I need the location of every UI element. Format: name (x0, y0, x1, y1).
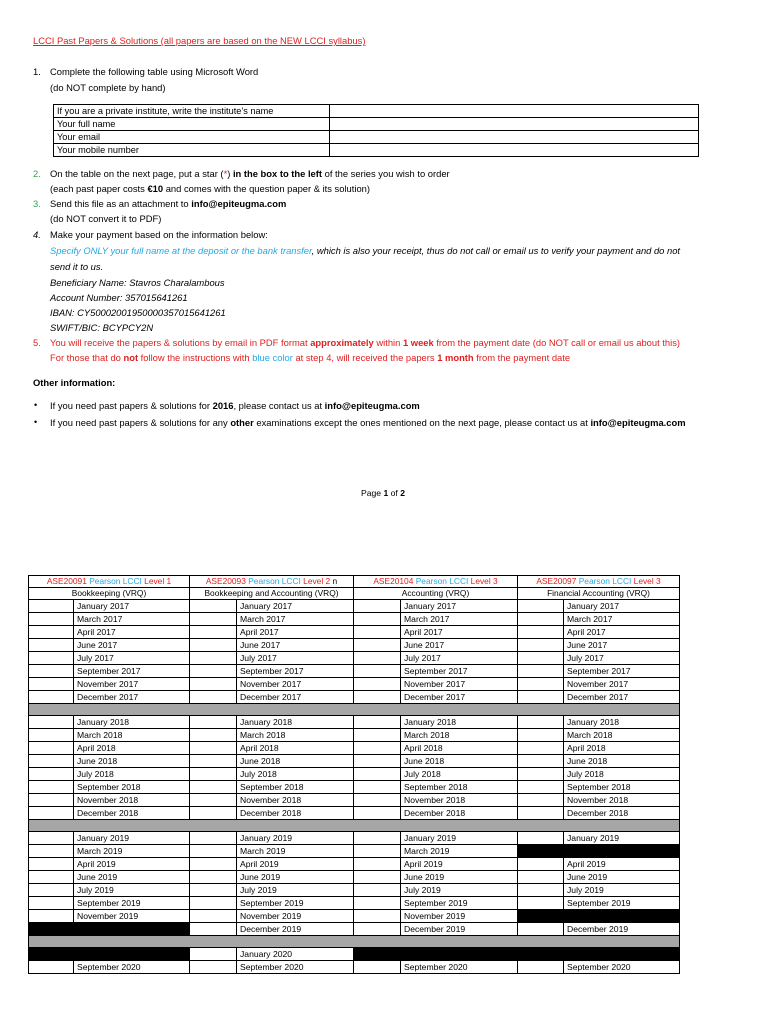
star-select-box[interactable] (29, 845, 74, 858)
table-row (29, 626, 680, 639)
table-row (29, 639, 680, 652)
series-name: July 2019 (74, 884, 190, 897)
star-select-box[interactable] (518, 691, 564, 704)
star-select-box[interactable] (190, 807, 237, 820)
series-name: December 2018 (401, 807, 518, 820)
step-5-text: You will receive the papers & solutions by email in PDF format approximately within 1 week from the payment date (do NOT call or email us about this) (50, 337, 681, 348)
account-number: Account Number: 357015641261 (50, 292, 188, 303)
star-select-box[interactable] (518, 613, 564, 626)
star-select-box[interactable] (29, 742, 74, 755)
star-select-box[interactable] (190, 768, 237, 781)
table-header-row (29, 588, 680, 600)
star-select-box[interactable] (29, 652, 74, 665)
series-name: April 2019 (237, 858, 354, 871)
star-select-box[interactable] (518, 600, 564, 613)
series-name: March 2017 (564, 613, 680, 626)
series-name: January 2019 (237, 832, 354, 845)
series-name: March 2019 (74, 845, 190, 858)
series-name: September 2018 (237, 781, 354, 794)
unavailable-cell (354, 948, 680, 961)
table-row (29, 652, 680, 665)
form-row-email (54, 131, 699, 144)
series-name: September 2017 (564, 665, 680, 678)
series-name: March 2019 (237, 845, 354, 858)
star-select-box[interactable] (190, 639, 237, 652)
series-name: January 2017 (74, 600, 190, 613)
series-name: December 2017 (74, 691, 190, 704)
series-name: September 2020 (237, 961, 354, 974)
series-name: September 2020 (564, 961, 680, 974)
series-name: June 2017 (237, 639, 354, 652)
institute-name-field[interactable] (330, 105, 699, 118)
star-select-box[interactable] (29, 858, 74, 871)
series-name: July 2017 (564, 652, 680, 665)
series-name: November 2017 (401, 678, 518, 691)
exam-code-header: ASE20097 Pearson LCCI Level 3 (518, 576, 680, 588)
table-header-row (29, 576, 680, 588)
series-name: January 2019 (564, 832, 680, 845)
series-name: December 2018 (74, 807, 190, 820)
table-row (29, 768, 680, 781)
star-select-box[interactable] (190, 845, 237, 858)
star-select-box[interactable] (518, 871, 564, 884)
star-select-box[interactable] (354, 781, 401, 794)
table-row (29, 794, 680, 807)
series-name: June 2019 (401, 871, 518, 884)
series-name: July 2018 (564, 768, 680, 781)
star-select-box[interactable] (354, 729, 401, 742)
star-select-box[interactable] (190, 871, 237, 884)
star-select-box[interactable] (518, 678, 564, 691)
bullet-icon: • (34, 400, 38, 410)
step-2-note: (each past paper costs €10 and comes with the question paper & its solution) (50, 183, 370, 194)
series-name: September 2017 (401, 665, 518, 678)
series-name: June 2018 (401, 755, 518, 768)
year-separator-row (29, 704, 680, 716)
series-name: September 2019 (401, 897, 518, 910)
series-name: September 2019 (564, 897, 680, 910)
star-select-box[interactable] (190, 626, 237, 639)
series-name: September 2018 (74, 781, 190, 794)
star-select-box[interactable] (190, 884, 237, 897)
beneficiary-name: Beneficiary Name: Stavros Charalambous (50, 277, 225, 288)
series-name: December 2018 (564, 807, 680, 820)
star-select-box[interactable] (190, 716, 237, 729)
table-row (29, 742, 680, 755)
star-select-box[interactable] (354, 665, 401, 678)
series-name: April 2019 (74, 858, 190, 871)
series-name: January 2019 (74, 832, 190, 845)
exam-title-header: Accounting (VRQ) (354, 588, 518, 600)
star-select-box[interactable] (518, 897, 564, 910)
series-name: December 2019 (564, 923, 680, 936)
series-name: June 2018 (74, 755, 190, 768)
form-label: Your email (54, 131, 330, 144)
series-name: November 2019 (74, 910, 190, 923)
series-name: December 2017 (401, 691, 518, 704)
star-select-box[interactable] (354, 832, 401, 845)
swift-bic: SWIFT/BIC: BCYPCY2N (50, 322, 154, 333)
series-name: July 2019 (401, 884, 518, 897)
contact-email-link[interactable]: info@epiteugma.com (324, 400, 420, 411)
series-name: April 2018 (237, 742, 354, 755)
series-name: January 2018 (401, 716, 518, 729)
star-select-box[interactable] (354, 768, 401, 781)
exam-code-header: ASE20104 Pearson LCCI Level 3 (354, 576, 518, 588)
star-select-box[interactable] (518, 742, 564, 755)
series-name: January 2018 (237, 716, 354, 729)
star-select-box[interactable] (190, 755, 237, 768)
step-5-note: For those that do not follow the instructions with blue color at step 4, will received the papers 1 month from the payment date (50, 352, 571, 363)
table-row (29, 897, 680, 910)
table-row (29, 858, 680, 871)
star-select-box[interactable] (354, 652, 401, 665)
series-name: July 2017 (237, 652, 354, 665)
star-select-box[interactable] (190, 600, 237, 613)
star-select-box[interactable] (518, 807, 564, 820)
series-name: April 2017 (564, 626, 680, 639)
star-select-box[interactable] (354, 639, 401, 652)
series-name: September 2020 (74, 961, 190, 974)
star-select-box[interactable] (518, 961, 564, 974)
star-select-box[interactable] (190, 729, 237, 742)
year-separator-row (29, 820, 680, 832)
step-4-instruction: Specify ONLY your full name at the deposit or the bank transfer, which is also your receipt, thus do not call or email us to verify your payment and do not (50, 245, 681, 256)
star-select-box[interactable] (354, 897, 401, 910)
series-name: April 2018 (74, 742, 190, 755)
series-name: December 2017 (237, 691, 354, 704)
table-row (29, 755, 680, 768)
unavailable-cell (518, 845, 680, 858)
star-select-box[interactable] (190, 781, 237, 794)
star-select-box[interactable] (29, 639, 74, 652)
star-select-box[interactable] (354, 794, 401, 807)
series-name: June 2019 (74, 871, 190, 884)
form-label: Your mobile number (54, 144, 330, 157)
series-name: June 2017 (564, 639, 680, 652)
step-2-number: 2. (33, 168, 41, 179)
series-name: November 2017 (74, 678, 190, 691)
series-name: September 2019 (237, 897, 354, 910)
year-separator-row (29, 936, 680, 948)
star-select-box[interactable] (190, 678, 237, 691)
series-name: December 2019 (401, 923, 518, 936)
series-name: November 2017 (237, 678, 354, 691)
series-name: November 2018 (401, 794, 518, 807)
series-name: April 2019 (401, 858, 518, 871)
star-select-box[interactable] (29, 871, 74, 884)
step-4-number: 4. (33, 229, 41, 240)
series-name: June 2019 (564, 871, 680, 884)
customer-info-table (53, 104, 699, 157)
star-select-box[interactable] (29, 755, 74, 768)
star-select-box[interactable] (518, 639, 564, 652)
star-select-box[interactable] (518, 858, 564, 871)
star-select-box[interactable] (354, 626, 401, 639)
series-name: March 2018 (401, 729, 518, 742)
series-name: November 2019 (237, 910, 354, 923)
table-row (29, 678, 680, 691)
series-name: September 2017 (74, 665, 190, 678)
table-row (29, 716, 680, 729)
series-name: January 2018 (74, 716, 190, 729)
star-select-box[interactable] (190, 691, 237, 704)
other-info-other-exams: If you need past papers & solutions for any other examinations except the ones mentioned on the next page, please contact us at info@epiteugma.com (50, 417, 686, 428)
unavailable-cell (29, 948, 190, 961)
exam-code-header: ASE20091 Pearson LCCI Level 1 (29, 576, 190, 588)
series-name: June 2017 (74, 639, 190, 652)
iban: IBAN: CY50002001950000357015641261 (50, 307, 226, 318)
star-select-box[interactable] (518, 794, 564, 807)
full-name-field[interactable] (330, 118, 699, 131)
series-name: April 2017 (401, 626, 518, 639)
star-select-box[interactable] (29, 832, 74, 845)
series-name: March 2018 (74, 729, 190, 742)
series-name: January 2019 (401, 832, 518, 845)
star-select-box[interactable] (354, 678, 401, 691)
exam-code-header: ASE20093 Pearson LCCI Level 2 n (190, 576, 354, 588)
series-name: September 2017 (237, 665, 354, 678)
star-select-box[interactable] (29, 807, 74, 820)
other-info-2016: If you need past papers & solutions for 2016, please contact us at info@epiteugma.com (50, 400, 420, 411)
exam-title-header: Bookkeeping and Accounting (VRQ) (190, 588, 354, 600)
star-select-box[interactable] (354, 807, 401, 820)
star-select-box[interactable] (190, 665, 237, 678)
star-select-box[interactable] (518, 729, 564, 742)
star-select-box[interactable] (29, 910, 74, 923)
star-select-box[interactable] (518, 832, 564, 845)
star-select-box[interactable] (354, 910, 401, 923)
star-select-box[interactable] (29, 897, 74, 910)
star-select-box[interactable] (518, 923, 564, 936)
step-1-number: 1. (33, 66, 41, 77)
mobile-number-field[interactable] (330, 144, 699, 157)
star-select-box[interactable] (190, 948, 237, 961)
star-select-box[interactable] (518, 626, 564, 639)
series-name: July 2019 (237, 884, 354, 897)
star-select-box[interactable] (518, 768, 564, 781)
star-select-box[interactable] (29, 613, 74, 626)
step-1-text: Complete the following table using Microsoft Word (50, 66, 259, 77)
series-name: November 2017 (564, 678, 680, 691)
exam-title-header: Bookkeeping (VRQ) (29, 588, 190, 600)
table-row (29, 832, 680, 845)
step-5-number: 5. (33, 337, 41, 348)
step-1-note: (do NOT complete by hand) (50, 82, 166, 93)
star-select-box[interactable] (29, 678, 74, 691)
table-row (29, 613, 680, 626)
series-name: January 2017 (237, 600, 354, 613)
form-label: If you are a private institute, write the institute’s name (54, 105, 330, 118)
star-select-box[interactable] (190, 613, 237, 626)
star-select-box[interactable] (354, 884, 401, 897)
star-select-box[interactable] (354, 742, 401, 755)
star-select-box[interactable] (29, 768, 74, 781)
form-label: Your full name (54, 118, 330, 131)
star-select-box[interactable] (354, 755, 401, 768)
series-name: March 2018 (564, 729, 680, 742)
bullet-icon: • (34, 417, 38, 427)
star-select-box[interactable] (190, 910, 237, 923)
series-name: September 2019 (74, 897, 190, 910)
series-name: January 2020 (237, 948, 354, 961)
unavailable-cell (518, 910, 680, 923)
star-select-box[interactable] (190, 923, 237, 936)
star-select-box[interactable] (354, 961, 401, 974)
table-row (29, 923, 680, 936)
series-name: November 2019 (401, 910, 518, 923)
step-2-text: On the table on the next page, put a star (*) in the box to the left of the series you wish to order (50, 168, 450, 179)
star-select-box[interactable] (190, 652, 237, 665)
series-name: July 2017 (401, 652, 518, 665)
series-name: March 2017 (74, 613, 190, 626)
series-name: June 2018 (237, 755, 354, 768)
series-name: July 2019 (564, 884, 680, 897)
star-select-box[interactable] (518, 665, 564, 678)
star-select-box[interactable] (354, 858, 401, 871)
series-name: March 2017 (401, 613, 518, 626)
exam-title-header: Financial Accounting (VRQ) (518, 588, 680, 600)
series-name: July 2018 (237, 768, 354, 781)
series-name: March 2017 (237, 613, 354, 626)
star-select-box[interactable] (518, 716, 564, 729)
series-name: January 2018 (564, 716, 680, 729)
star-select-box[interactable] (518, 884, 564, 897)
series-name: July 2018 (74, 768, 190, 781)
step-3-note: (do NOT convert it to PDF) (50, 213, 162, 224)
series-name: June 2018 (564, 755, 680, 768)
table-row (29, 948, 680, 961)
star-select-box[interactable] (518, 652, 564, 665)
star-select-box[interactable] (518, 755, 564, 768)
star-select-box[interactable] (190, 897, 237, 910)
star-select-box[interactable] (190, 742, 237, 755)
star-select-box[interactable] (354, 600, 401, 613)
series-name: March 2018 (237, 729, 354, 742)
series-name: April 2019 (564, 858, 680, 871)
table-row (29, 781, 680, 794)
step-3-text: Send this file as an attachment to info@epiteugma.com (50, 198, 287, 209)
past-papers-order-table (28, 575, 680, 974)
star-select-box[interactable] (29, 794, 74, 807)
star-select-box[interactable] (190, 832, 237, 845)
series-name: April 2017 (237, 626, 354, 639)
document-title: LCCI Past Papers & Solutions (all papers are based on the NEW LCCI syllabus) (33, 35, 366, 46)
page-number: Page 1 of 2 (361, 488, 405, 498)
star-select-box[interactable] (518, 781, 564, 794)
star-select-box[interactable] (29, 626, 74, 639)
star-select-box[interactable] (29, 691, 74, 704)
series-name: March 2019 (401, 845, 518, 858)
table-row (29, 910, 680, 923)
contact-email-link[interactable]: info@epiteugma.com (590, 417, 686, 428)
table-row (29, 600, 680, 613)
series-name: April 2017 (74, 626, 190, 639)
table-row (29, 845, 680, 858)
star-select-box[interactable] (354, 716, 401, 729)
table-row (29, 961, 680, 974)
form-row-institute (54, 105, 699, 118)
email-field[interactable] (330, 131, 699, 144)
star-select-box[interactable] (29, 961, 74, 974)
series-name: July 2018 (401, 768, 518, 781)
step-4-instruction-cont: send it to us. (50, 261, 104, 272)
star-select-box[interactable] (29, 716, 74, 729)
series-name: June 2019 (237, 871, 354, 884)
star-select-box[interactable] (29, 729, 74, 742)
series-name: July 2017 (74, 652, 190, 665)
form-row-fullname (54, 118, 699, 131)
table-row (29, 807, 680, 820)
star-select-box[interactable] (29, 600, 74, 613)
series-name: December 2018 (237, 807, 354, 820)
star-select-box[interactable] (29, 665, 74, 678)
contact-email-link[interactable]: info@epiteugma.com (191, 198, 287, 209)
series-name: December 2019 (237, 923, 354, 936)
star-select-box[interactable] (354, 845, 401, 858)
table-row (29, 691, 680, 704)
star-select-box[interactable] (354, 923, 401, 936)
series-name: November 2018 (237, 794, 354, 807)
unavailable-cell (29, 923, 190, 936)
series-name: November 2018 (564, 794, 680, 807)
star-select-box[interactable] (354, 691, 401, 704)
series-name: September 2020 (401, 961, 518, 974)
series-name: April 2018 (401, 742, 518, 755)
star-select-box[interactable] (354, 613, 401, 626)
series-name: September 2018 (401, 781, 518, 794)
series-name: June 2017 (401, 639, 518, 652)
table-row (29, 871, 680, 884)
star-select-box[interactable] (354, 871, 401, 884)
star-select-box[interactable] (190, 858, 237, 871)
series-name: April 2018 (564, 742, 680, 755)
star-select-box[interactable] (29, 781, 74, 794)
other-info-heading: Other information: (33, 377, 116, 388)
table-row (29, 884, 680, 897)
series-name: January 2017 (564, 600, 680, 613)
step-3-number: 3. (33, 198, 41, 209)
star-select-box[interactable] (190, 961, 237, 974)
series-name: November 2018 (74, 794, 190, 807)
table-row (29, 729, 680, 742)
form-row-mobile (54, 144, 699, 157)
star-select-box[interactable] (190, 794, 237, 807)
series-name: December 2017 (564, 691, 680, 704)
step-4-text: Make your payment based on the information below: (50, 229, 268, 240)
star-select-box[interactable] (29, 884, 74, 897)
table-row (29, 665, 680, 678)
series-name: September 2018 (564, 781, 680, 794)
series-name: January 2017 (401, 600, 518, 613)
